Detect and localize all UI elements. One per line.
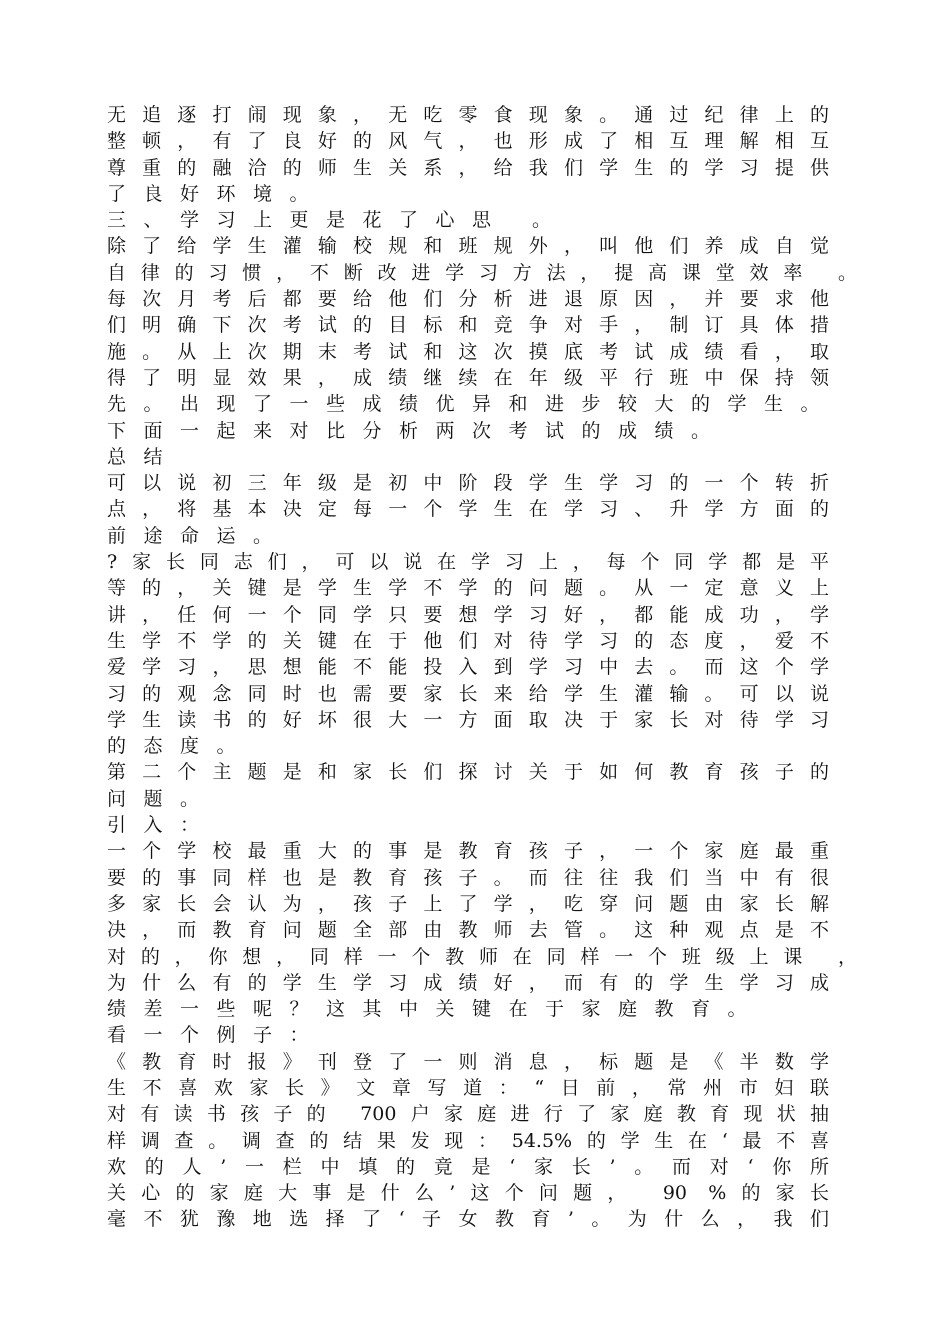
text-line: 欢的人’一栏中填的竟是‘家长’。而对‘你所 (107, 1155, 829, 1178)
text-line: 对的，你想，同样一个教师在同样一个班级上课 ， (107, 945, 857, 968)
text-line: 可以说初三年级是初中阶段学生学习的一个转折 (107, 472, 829, 495)
text-line: 样调查。调查的结果发现：54.5%的学生在‘最不喜 (107, 1129, 829, 1152)
text-line: 一个学校最重大的事是教育孩子，一个家庭最重 (107, 840, 829, 863)
text-line: 决，而教育问题全部由教师去管。这种观点是不 (107, 919, 829, 942)
text-line: ?家长同志们，可以说在学习上，每个同学都是平 (107, 551, 829, 574)
section-heading: 三、学习上更是花了心思 。 (107, 209, 569, 232)
text-line: 关心的家庭大事是什么’这个问题， 90 %的家长 (107, 1182, 829, 1205)
text-line: 的态度。 (107, 735, 254, 758)
text-line: 生不喜欢家长》文章写道：“日前，常州市妇联 (107, 1076, 829, 1099)
text-line: 讲，任何一个同学只要想学习好，都能成功，学 (107, 603, 829, 626)
text-line: 整顿，有了良好的风气，也形成了相互理解相互 (107, 130, 829, 153)
text-line: 得了明显效果，成绩继续在年级平行班中保持领 (107, 366, 829, 389)
text-line: 先。出现了一些成绩优异和进步较大的学生。 (107, 393, 838, 416)
text-line: 绩差一些呢？这其中关键在于家庭教育。 (107, 998, 765, 1021)
text-line: 无追逐打闹现象，无吃零食现象。通过纪律上的 (107, 104, 829, 126)
text-line: 前途命运。 (107, 524, 290, 547)
text-line: 习的观念同时也需要家长来给学生灌输。可以说 (107, 682, 829, 705)
body-text (107, 102, 937, 1233)
text-line: 点，将基本决定每一个学生在学习、升学方面的 (107, 498, 829, 521)
text-line: 学生读书的好坏很大一方面取决于家长对待学习 (107, 708, 829, 731)
text-line: 多家长会认为，孩子上了学，吃穿问题由家长解 (107, 892, 829, 915)
text-line: 尊重的融洽的师生关系，给我们学生的学习提供 (107, 156, 829, 179)
text-line: 等的，关键是学生学不学的问题。从一定意义上 (107, 577, 829, 600)
text-line: 生学不学的关键在于他们对待学习的态度，爱不 (107, 629, 829, 652)
text-line: 自律的习惯，不断改进学习方法，提高课堂效率 。 (107, 261, 857, 284)
text-line: 爱学习，思想能不能投入到学习中去。而这个学 (107, 656, 829, 679)
text-line: 除了给学生灌输校规和班规外，叫他们养成自觉 (107, 235, 829, 258)
section-heading: 引入： (107, 814, 217, 837)
text-line: 为什么有的学生学习成绩好，而有的学生学习成 (107, 971, 829, 994)
text-line: 每次月考后都要给他们分析进退原因，并要求他 (107, 288, 829, 311)
text-line: 《教育时报》刊登了一则消息，标题是《半数学 (107, 1050, 829, 1073)
text-line: 第二个主题是和家长们探讨关于如何教育孩子的 (107, 761, 829, 784)
text-line: 要的事同样也是教育孩子。而往往我们当中有很 (107, 866, 829, 889)
text-line: 对有读书孩子的 700户家庭进行了家庭教育现状抽 (107, 1103, 829, 1126)
text-line: 下面一起来对比分析两次考试的成绩。 (107, 419, 728, 442)
section-heading: 总结 (107, 445, 181, 468)
text-line: 们明确下次考试的目标和竞争对手，制订具体措 (107, 314, 829, 337)
text-line: 问题。 (107, 787, 217, 810)
text-line: 了良好环境。 (107, 182, 327, 205)
text-line: 施。从上次期末考试和这次摸底考试成绩看，取 (107, 340, 829, 363)
text-line: 毫不犹豫地选择了‘子女教育’。为什么，我们 (107, 1208, 829, 1231)
section-heading: 看一个例子： (107, 1024, 327, 1047)
